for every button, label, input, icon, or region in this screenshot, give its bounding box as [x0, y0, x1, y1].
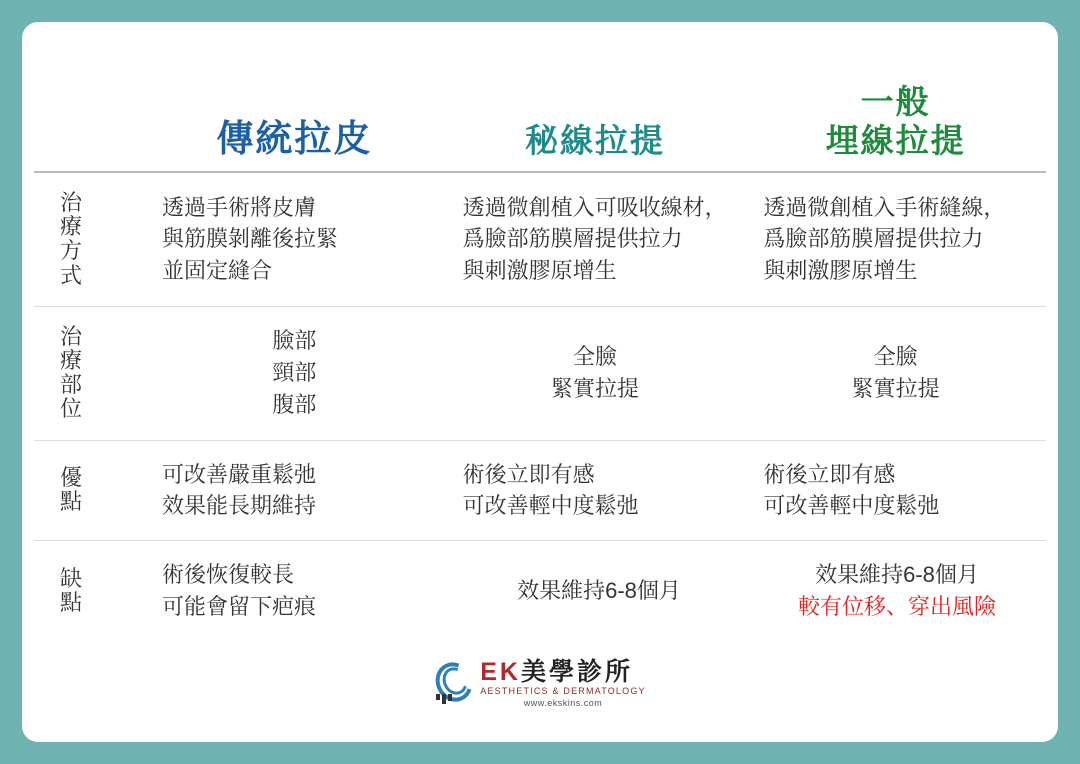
cell-line: 爲臉部筋膜層提供拉力 [462, 226, 683, 252]
column-header-general-thread-label-line2: 埋線拉提 [825, 122, 966, 160]
table-row [34, 441, 1046, 541]
cell-line: 透過手術將皮膚 [162, 194, 317, 220]
cell-line: 臉部 [272, 328, 317, 354]
comparison-table [34, 36, 1046, 641]
cell-treatment-method-secret-thread [445, 192, 746, 288]
cell-line: 可改善輕中度鬆弛 [462, 493, 639, 519]
table-header-row [34, 36, 1046, 161]
clinic-logo-url: www.ekskins.com [523, 697, 603, 708]
table-row [34, 307, 1046, 440]
cell-disadvantages-secret-thread [450, 575, 748, 607]
row-label-disadvantages: 缺 點 [60, 565, 83, 616]
cell-advantages-traditional [144, 459, 445, 523]
cell-treatment-area-traditional [144, 325, 445, 421]
cell-line: 透過微創植入可吸收線材， [462, 194, 727, 220]
row-label-advantages: 優 點 [60, 465, 83, 515]
cell-line: 可改善嚴重鬆弛 [162, 461, 317, 487]
comparison-card [22, 22, 1058, 742]
cell-disadvantages-traditional [144, 559, 450, 623]
cell-line: 與刺激膠原增生 [462, 258, 617, 284]
cell-line: 與筋膜剝離後拉緊 [162, 226, 339, 252]
column-header-traditional-label: 傳統拉皮 [216, 118, 373, 160]
cell-line: 術後立即有感 [763, 461, 896, 487]
cell-line: 可改善輕中度鬆弛 [763, 493, 940, 519]
table-row [34, 541, 1046, 641]
clinic-logo-name: 美學診所 [520, 657, 633, 686]
cell-line: 緊實拉提 [851, 376, 940, 402]
cell-line: 緊實拉提 [551, 376, 640, 402]
cell-line: 效果維持6-8個月 [815, 562, 979, 588]
clinic-logo-title [480, 659, 646, 685]
clinic-logo-icon [434, 662, 472, 704]
cell-line: 效果能長期維持 [162, 493, 317, 519]
cell-treatment-area-general-thread [745, 341, 1046, 405]
cell-advantages-general-thread [745, 459, 1046, 523]
column-header-secret-thread-label: 秘線拉提 [525, 122, 665, 160]
cell-disadvantages-general-thread [748, 559, 1046, 623]
cell-line: 腹部 [272, 392, 317, 418]
cell-warning-text: 較有位移、穿出風險 [797, 594, 996, 620]
column-header-traditional [144, 117, 445, 161]
cell-line: 與刺激膠原增生 [763, 258, 918, 284]
cell-treatment-area-secret-thread [445, 341, 746, 405]
cell-line: 頸部 [272, 360, 317, 386]
cell-line: 術後恢復較長 [162, 562, 295, 588]
column-header-general-thread-label-line1: 一般 [860, 83, 931, 121]
clinic-logo-subtitle: AESTHETICS & DERMATOLOGY [480, 686, 646, 697]
cell-line: 透過微創植入手術縫線， [763, 194, 1006, 220]
cell-line: 術後立即有感 [462, 461, 595, 487]
clinic-logo-initials: EK [480, 657, 521, 686]
cell-advantages-secret-thread [445, 459, 746, 523]
table-row [34, 173, 1046, 306]
cell-treatment-method-general-thread [745, 192, 1046, 288]
cell-line: 全臉 [573, 344, 618, 370]
cell-line: 可能會留下疤痕 [162, 594, 317, 620]
cell-line: 並固定縫合 [162, 258, 273, 284]
cell-line: 爲臉部筋膜層提供拉力 [763, 226, 984, 252]
cell-line: 效果維持6-8個月 [517, 578, 681, 604]
column-header-secret-thread [445, 122, 746, 161]
column-header-general-thread [745, 83, 1046, 161]
clinic-logo [22, 659, 1058, 708]
row-label-treatment-area: 治 療 部 位 [60, 323, 83, 422]
cell-treatment-method-traditional [144, 192, 445, 288]
row-label-treatment-method: 治 療 方 式 [60, 190, 83, 288]
cell-line: 全臉 [873, 344, 918, 370]
